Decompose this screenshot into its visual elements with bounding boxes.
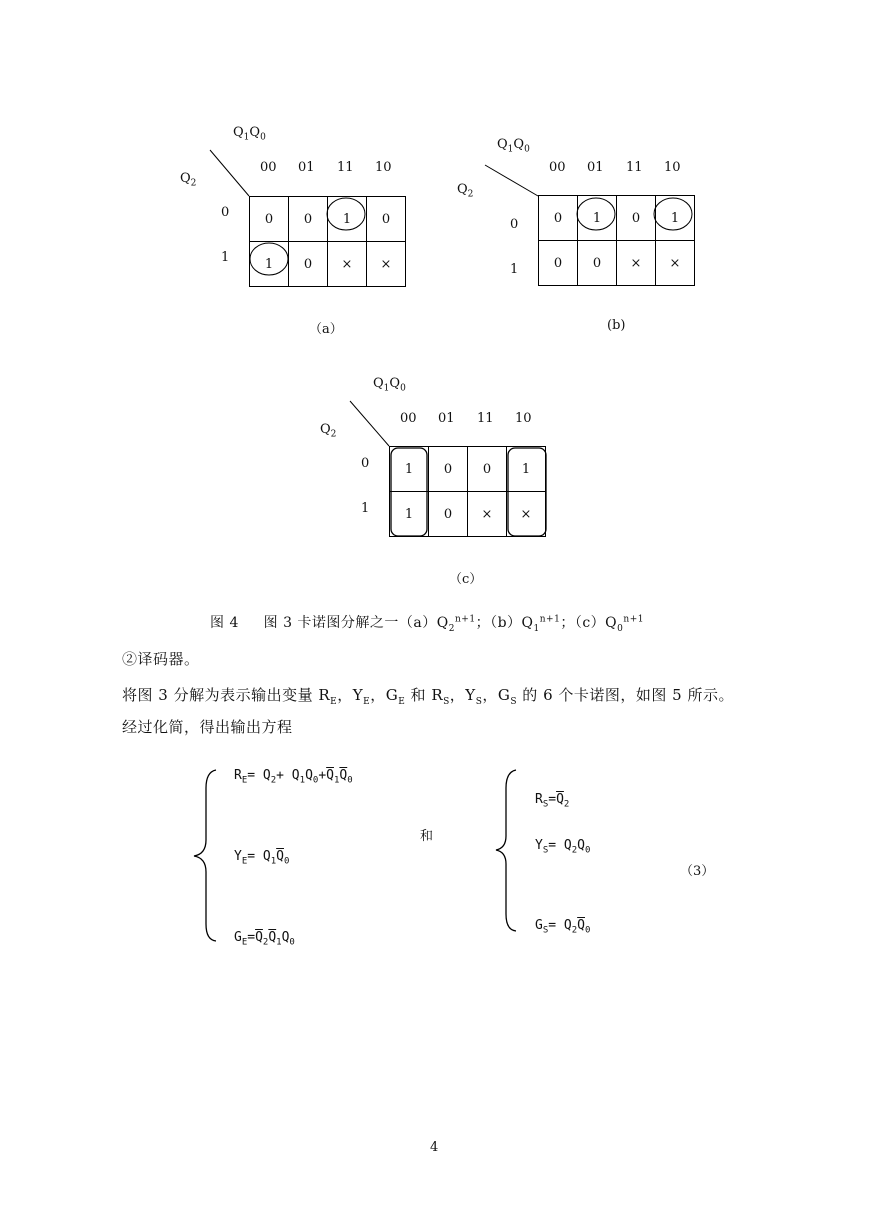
- row-var-label: $Q_2$: [457, 182, 474, 200]
- kmap-cell: ×: [367, 242, 406, 287]
- group-ellipse: [327, 198, 365, 230]
- col-var-label: $Q_1Q_0$: [373, 376, 406, 394]
- kmap-cell: 1: [390, 447, 429, 492]
- kmap-cell: 0: [250, 197, 289, 242]
- kmap-cell: 0: [289, 242, 328, 287]
- kmap-cell: 0: [578, 241, 617, 286]
- kmap-caption-b: (b): [607, 318, 626, 333]
- equation-YE: $Y_E= Q_1\overline{Q}_0$: [234, 849, 290, 867]
- col-header: 00: [260, 160, 277, 175]
- kmap-groupings: [455, 130, 715, 310]
- col-header: 01: [298, 160, 315, 175]
- col-header: 11: [477, 411, 494, 426]
- kmap-cell: ×: [617, 241, 656, 286]
- col-header: 11: [626, 160, 643, 175]
- kmap-cell: 0: [429, 447, 468, 492]
- group-ellipse: [250, 243, 288, 275]
- col-var-label: $Q_1Q_0$: [497, 137, 530, 155]
- row-var-label: $Q_2$: [180, 171, 197, 189]
- col-header: 10: [515, 411, 532, 426]
- kmap-groupings: [320, 372, 560, 552]
- kmap-caption-c: （c）: [449, 572, 483, 587]
- kmap-b: [455, 130, 715, 310]
- kmap-cell: ×: [656, 241, 695, 286]
- paragraph: 经过化简，得出输出方程: [122, 718, 293, 736]
- kmap-cell: 0: [367, 197, 406, 242]
- col-var-label: $Q_1Q_0$: [233, 125, 266, 143]
- row-header: 0: [361, 456, 370, 471]
- equation-GE: $G_E=\overline{Q}_2\overline{Q}_1Q_0$: [234, 930, 295, 948]
- kmap-cell: ×: [328, 242, 367, 287]
- equation-GS: $G_S= Q_2\overline{Q}_0$: [535, 918, 591, 936]
- equation-RS: $R_S=\overline{Q}_2$: [535, 792, 570, 810]
- col-header: 00: [400, 411, 417, 426]
- col-header: 00: [549, 160, 566, 175]
- col-header: 01: [438, 411, 455, 426]
- row-header: 1: [221, 250, 230, 265]
- kmap-cell: 1: [578, 196, 617, 241]
- row-var-label: $Q_2$: [320, 422, 337, 440]
- col-header: 11: [337, 160, 354, 175]
- equation-RE: $R_E= Q_2+ Q_1Q_0+\overline{Q}_1\overline{Q}_0$: [234, 768, 353, 786]
- left-brace: [190, 768, 220, 943]
- right-brace: [494, 768, 524, 933]
- row-header: 1: [361, 501, 370, 516]
- kmap-a: [180, 120, 420, 300]
- row-header: 0: [510, 217, 519, 232]
- group-ellipse: [654, 198, 692, 230]
- group-rect: [391, 448, 427, 536]
- equation-number: （3）: [680, 864, 715, 879]
- equation-YS: $Y_S= Q_2Q_0$: [535, 838, 591, 856]
- col-header: 10: [375, 160, 392, 175]
- kmap-cell: 0: [468, 447, 507, 492]
- kmap-cell: 0: [539, 241, 578, 286]
- col-header: 10: [664, 160, 681, 175]
- paragraph: 将图 3 分解为表示输出变量 $R_E$，$Y_E$，$G_E$ 和 $R_S$，$Y_S$，$G_S$ 的 6 个卡诺图，如图 5 所示。: [122, 686, 734, 707]
- row-header: 1: [510, 262, 519, 277]
- kmap-cell: 1: [507, 447, 546, 492]
- kmap-cell: 1: [656, 196, 695, 241]
- kmap-c: [320, 372, 560, 552]
- kmap-cell: 1: [328, 197, 367, 242]
- kmap-cell: 0: [617, 196, 656, 241]
- group-ellipse: [577, 198, 615, 230]
- col-header: 01: [587, 160, 604, 175]
- group-rect: [508, 448, 546, 536]
- kmap-cell: ×: [468, 492, 507, 537]
- kmap-cell: 1: [250, 242, 289, 287]
- page-number: 4: [430, 1140, 439, 1155]
- kmap-cell: 0: [429, 492, 468, 537]
- kmap-cell: 0: [539, 196, 578, 241]
- kmap-caption-a: （a）: [309, 322, 343, 337]
- figure-caption: [210, 612, 644, 634]
- figure-label: 图 4: [210, 615, 239, 631]
- kmap-cell: ×: [507, 492, 546, 537]
- kmap-cell: 1: [390, 492, 429, 537]
- kmap-groupings: [180, 120, 420, 300]
- item-heading: ②译码器。: [122, 650, 200, 668]
- kmap-cell: 0: [289, 197, 328, 242]
- row-header: 0: [221, 205, 230, 220]
- figure-text: 图 3 卡诺图分解之一$(a)Q_2^{n+1}$；$(b)Q_1^{n+1}$；$(c)Q_0^{n+1}$: [263, 614, 644, 634]
- conjunction: 和: [420, 829, 434, 844]
